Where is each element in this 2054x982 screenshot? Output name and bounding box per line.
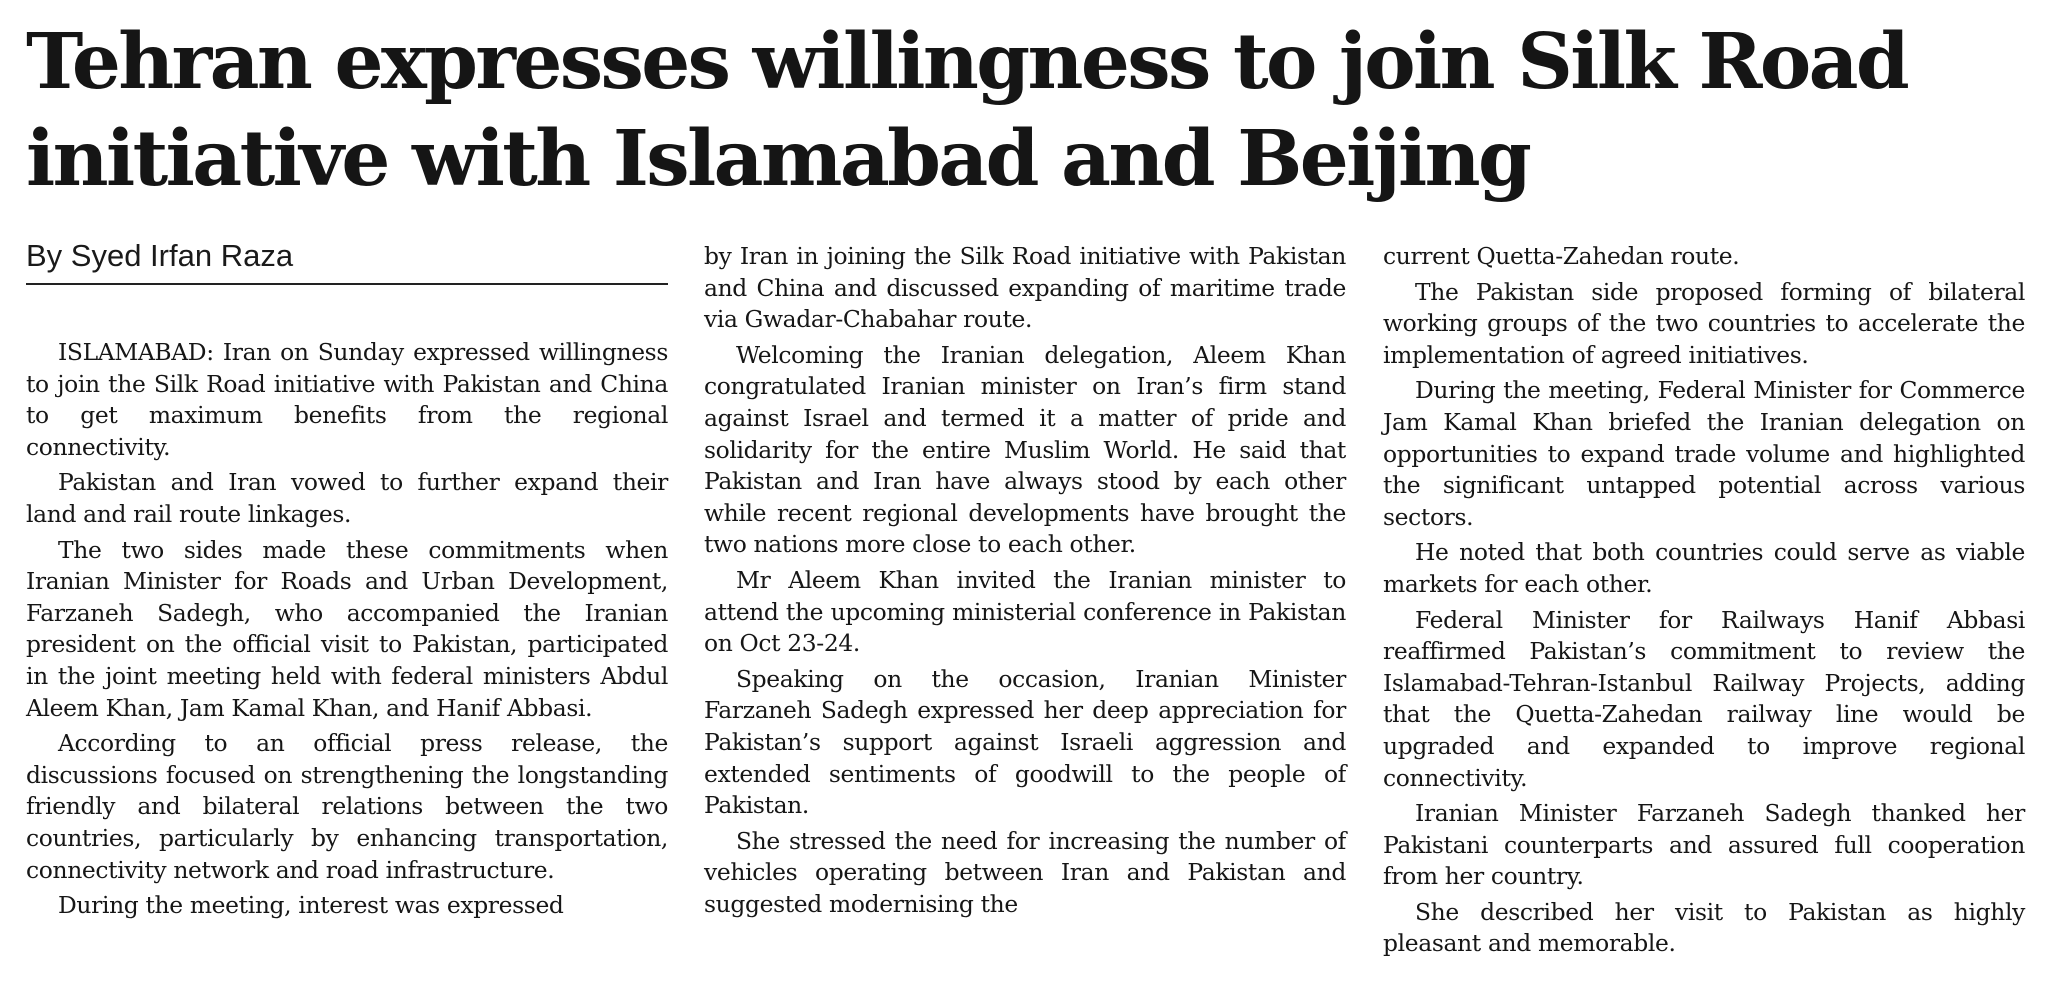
paragraph: During the meeting, Federal Minister for Commerce Jam Kamal Khan briefed the Iranian delegation on opportunities to expand trade volume and highlighted the significant untapped potential across various sectors.: [1383, 376, 2025, 531]
paragraph: Pakistan and Iran vowed to further expand their land and rail route linkages.: [26, 468, 668, 528]
paragraph: She stressed the need for increasing the number of vehicles operating between Iran and Pakistan and suggested modernising the: [704, 826, 1346, 918]
paragraph: Speaking on the occasion, Iranian Minister Farzaneh Sadegh expressed her deep appreciation for Pakistan’s support against Israeli aggression and extended sentiments of goodwill to the people of Pakistan.: [704, 664, 1346, 820]
article-column-1: [26, 337, 668, 926]
paragraph: According to an official press release, the discussions focused on strengthening the longstanding friendly and bilateral relations between the two countries, particularly by enhancing transportation, connectivity network and road infrastructure.: [26, 729, 668, 884]
paragraph: Federal Minister for Railways Hanif Abbasi reaffirmed Pakistan’s commitment to review the Islamabad-Tehran-Istanbul Railway Projects, adding that the Quetta-Zahedan railway line would be upgraded and expanded to improve regional connectivity.: [1383, 605, 2025, 792]
paragraph-continued: by Iran in joining the Silk Road initiative with Pakistan and China and discussed expanding of maritime trade via Gwadar-Chabahar route.: [704, 242, 1346, 334]
paragraph: The two sides made these commitments when Iranian Minister for Roads and Urban Development, Farzaneh Sadegh, who accompanied the Iranian president on the official visit to Pakistan, participated in the joint meeting held with federal ministers Abdul Aleem Khan, Jam Kamal Khan, and Hanif Abbasi.: [26, 535, 668, 722]
article-column-3: [1383, 241, 2025, 964]
paragraph: He noted that both countries could serve as viable markets for each other.: [1383, 538, 2025, 598]
paragraph: Iranian Minister Farzaneh Sadegh thanked her Pakistani counterparts and assured full cooperation from her country.: [1383, 799, 2025, 891]
paragraph-continued: current Quetta-Zahedan route.: [1383, 242, 1740, 270]
byline: By Syed Irfan Raza: [26, 238, 668, 285]
paragraph: The Pakistan side proposed forming of bilateral working groups of the two countries to accelerate the implementation of agreed initiatives.: [1383, 277, 2025, 369]
paragraph: ISLAMABAD: Iran on Sunday expressed willingness to join the Silk Road initiative with Pakistan and China to get maximum benefits from the regional connectivity.: [26, 338, 668, 461]
paragraph: Welcoming the Iranian delegation, Aleem Khan congratulated Iranian minister on Iran’s firm stand against Israel and termed it a matter of pride and solidarity for the entire Muslim World. He said that Pakistan and Iran have always stood by each other while recent regional developments have brought the two nations more close to each other.: [704, 340, 1346, 559]
headline: Tehran expresses willingness to join Silk Road initiative with Islamabad and Beijing: [26, 17, 1908, 204]
paragraph: During the meeting, interest was expressed: [58, 891, 564, 920]
article-column-2: [704, 241, 1346, 924]
paragraph: Mr Aleem Khan invited the Iranian minister to attend the upcoming ministerial conference in Pakistan on Oct 23-24.: [704, 565, 1346, 658]
paragraph: She described her visit to Pakistan as highly pleasant and memorable.: [1383, 897, 2025, 958]
